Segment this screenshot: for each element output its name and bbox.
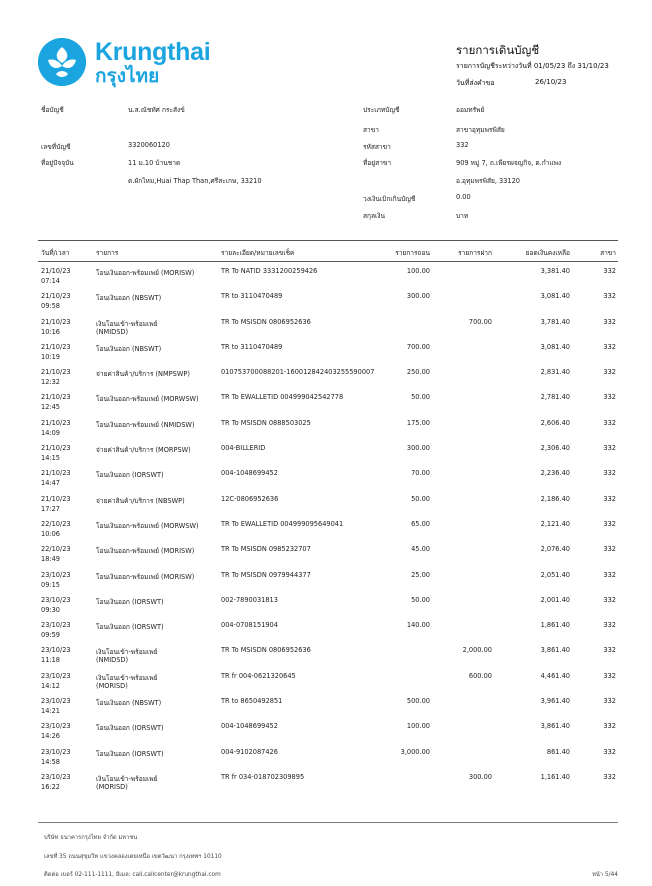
cell-time: 14:09 <box>41 428 61 437</box>
table-row <box>38 490 618 515</box>
cell-branch: 332 <box>603 671 616 680</box>
cell-time: 09:30 <box>41 605 61 614</box>
footer-company: บริษัท ธนาคารกรุงไทย จำกัด มหาชน <box>44 835 138 841</box>
cell-date: 23/10/23 <box>41 646 71 655</box>
cell-balance: 2,831.40 <box>540 368 570 377</box>
cell-date: 23/10/23 <box>41 772 71 781</box>
cell-branch: 332 <box>603 646 616 655</box>
cell-time: 09:15 <box>41 580 61 589</box>
cell-detail: 004-0708151904 <box>221 621 278 630</box>
header-withdraw: รายการถอน <box>395 249 430 257</box>
cell-time: 10:19 <box>41 352 61 361</box>
cell-branch: 332 <box>603 545 616 554</box>
cell-description: โอนเงินออก (IORSWT) <box>96 724 164 733</box>
cell-balance: 2,121.40 <box>540 519 570 528</box>
account-type-label: ประเภทบัญชี <box>363 106 400 114</box>
cell-time: 14:58 <box>41 757 61 766</box>
cell-detail: TR to 3110470489 <box>221 342 283 351</box>
cell-withdraw: 300.00 <box>406 444 430 453</box>
cell-description: โอนเงินออก (IORSWT) <box>96 597 164 606</box>
cell-time: 07:14 <box>41 277 61 285</box>
header-date: วันที่/เวลา <box>41 249 70 257</box>
cell-detail: 004-9102087426 <box>221 747 278 756</box>
footer-divider <box>38 822 618 823</box>
cell-branch: 332 <box>603 342 616 351</box>
table-row <box>38 743 618 768</box>
cell-description: โอนเงินออก-พร้อมเพย์ (MORWSW) <box>96 395 199 404</box>
table-row <box>38 667 618 692</box>
cell-balance: 2,001.40 <box>540 595 570 604</box>
cell-branch: 332 <box>603 772 616 781</box>
cell-time: 14:26 <box>41 732 61 741</box>
table-header <box>38 240 618 262</box>
cell-time: 14:21 <box>41 707 61 716</box>
cell-deposit: 700.00 <box>468 317 492 326</box>
cell-withdraw: 50.00 <box>411 393 430 402</box>
table-row <box>38 566 618 591</box>
table-row <box>38 338 618 363</box>
branch-value: สาขาอุทุมพรพิสัย <box>456 126 505 134</box>
statement-period: รายการบัญชีระหว่างวันที่ 01/05/23 ถึง 31/10/23 <box>456 62 609 70</box>
cell-detail: TR To MSISDN 0888503025 <box>221 418 311 427</box>
table-row <box>38 717 618 742</box>
cell-detail: TR fr 034-018702309895 <box>221 772 305 781</box>
cell-description-sub: (NMIDSD) <box>96 656 129 665</box>
currency-value: บาท <box>456 212 469 220</box>
cell-time: 14:15 <box>41 454 61 463</box>
overdraft-label: วงเงินเบิกเกินบัญชี <box>363 195 416 203</box>
account-number-value: 3320060120 <box>128 141 170 149</box>
cell-detail: 002-7890031813 <box>221 595 278 604</box>
issued-date-label: วันที่ส่งคำขอ <box>456 79 495 87</box>
cell-time: 12:45 <box>41 403 61 412</box>
cell-balance: 2,606.40 <box>540 418 570 427</box>
cell-description: เงินโอนเข้า-พร้อมเพย์ <box>96 648 158 657</box>
cell-description: โอนเงินออก-พร้อมเพย์ (MORISW) <box>96 547 195 556</box>
account-name-value: น.ส.ณัชทัศ กระสังข์ <box>128 106 185 114</box>
cell-description: โอนเงินออก (IORSWT) <box>96 749 164 758</box>
transactions-table <box>38 240 618 793</box>
cell-balance: 2,051.40 <box>540 570 570 579</box>
cell-branch: 332 <box>603 621 616 630</box>
cell-branch: 332 <box>603 519 616 528</box>
cell-deposit: 600.00 <box>468 671 492 680</box>
currency-label: สกุลเงิน <box>363 212 386 220</box>
table-row <box>38 692 618 717</box>
page-number: หน้า 5/44 <box>592 872 618 878</box>
cell-withdraw: 250.00 <box>406 368 430 377</box>
cell-description: โอนเงินออก (IORSWT) <box>96 623 164 632</box>
branch-code-value: 332 <box>456 141 469 149</box>
account-type-value: ออมทรัพย์ <box>456 106 485 114</box>
cell-detail: TR To NATID 3331200259426 <box>221 267 318 275</box>
cell-description: จ่ายค่าสินค้า/บริการ (NMPSWP) <box>96 370 190 379</box>
account-number-label: เลขที่บัญชี <box>41 143 71 151</box>
cell-withdraw: 50.00 <box>411 595 430 604</box>
cell-description: เงินโอนเข้า-พร้อมเพย์ <box>96 319 158 328</box>
cell-balance: 3,961.40 <box>540 697 570 706</box>
cell-time: 14:12 <box>41 681 61 690</box>
cell-withdraw: 50.00 <box>411 494 430 503</box>
brand-name <box>95 38 210 87</box>
cell-time: 10:06 <box>41 529 61 538</box>
cell-balance: 861.40 <box>546 747 570 756</box>
cell-date: 21/10/23 <box>41 292 71 301</box>
cell-date: 22/10/23 <box>41 519 71 528</box>
cell-description: โอนเงินออก (NBSWT) <box>96 344 162 353</box>
cell-detail: 004-1048699452 <box>221 722 278 731</box>
header-balance: ยอดเงินคงเหลือ <box>525 249 570 257</box>
cell-balance: 2,306.40 <box>540 444 570 453</box>
cell-branch: 332 <box>603 267 616 275</box>
cell-date: 21/10/23 <box>41 368 71 377</box>
cell-date: 21/10/23 <box>41 342 71 351</box>
cell-detail: 010753700088201-160012842403255590007 <box>221 368 375 377</box>
table-row <box>38 768 618 793</box>
cell-withdraw: 140.00 <box>406 621 430 630</box>
cell-date: 23/10/23 <box>41 747 71 756</box>
branch-address-line2: อ.อุทุมพรพิสัย, 33120 <box>456 177 520 185</box>
cell-withdraw: 500.00 <box>406 697 430 706</box>
cell-detail: 004-1048699452 <box>221 469 278 478</box>
cell-balance: 3,081.40 <box>540 292 570 301</box>
table-row <box>38 414 618 439</box>
cell-date: 21/10/23 <box>41 494 71 503</box>
cell-description-sub: (MORISD) <box>96 782 128 791</box>
cell-withdraw: 175.00 <box>406 418 430 427</box>
cell-balance: 3,861.40 <box>540 646 570 655</box>
cell-date: 21/10/23 <box>41 317 71 326</box>
cell-balance: 2,186.40 <box>540 494 570 503</box>
cell-time: 18:49 <box>41 555 61 564</box>
cell-description: โอนเงินออก-พร้อมเพย์ (MORISW) <box>96 572 195 581</box>
table-row <box>38 515 618 540</box>
cell-time: 11:18 <box>41 656 61 665</box>
cell-branch: 332 <box>603 494 616 503</box>
table-row <box>38 262 618 287</box>
cell-date: 23/10/23 <box>41 697 71 706</box>
cell-withdraw: 100.00 <box>406 722 430 731</box>
branch-code-label: รหัสสาขา <box>363 143 391 151</box>
cell-withdraw: 65.00 <box>411 519 430 528</box>
header-branch: สาขา <box>600 249 616 257</box>
table-row <box>38 439 618 464</box>
cell-description-sub: (MORISD) <box>96 681 128 690</box>
cell-date: 23/10/23 <box>41 570 71 579</box>
cell-description: โอนเงินออก (IORSWT) <box>96 471 164 480</box>
cell-branch: 332 <box>603 697 616 706</box>
cell-time: 09:58 <box>41 302 61 311</box>
table-row <box>38 616 618 641</box>
cell-description-sub: (NMIDSD) <box>96 327 129 336</box>
cell-withdraw: 100.00 <box>406 267 430 275</box>
cell-deposit: 300.00 <box>468 772 492 781</box>
address-line2: ต.ผักไหม,Huai Thap Than,ศรีสะเกษ, 33210 <box>128 177 262 185</box>
table-row <box>38 540 618 565</box>
cell-branch: 332 <box>603 747 616 756</box>
cell-description: เงินโอนเข้า-พร้อมเพย์ <box>96 774 158 783</box>
cell-balance: 3,861.40 <box>540 722 570 731</box>
cell-branch: 332 <box>603 595 616 604</box>
cell-description: เงินโอนเข้า-พร้อมเพย์ <box>96 673 158 682</box>
footer-contact: ติดต่อ เบอร์ 02-111-1111, อีเมล: call.callcenter@krungthai.com <box>44 872 221 878</box>
table-row <box>38 363 618 388</box>
cell-withdraw: 70.00 <box>411 469 430 478</box>
brand-name-en: Krungthai <box>95 38 211 66</box>
table-body <box>38 262 618 793</box>
cell-withdraw: 45.00 <box>411 545 430 554</box>
cell-withdraw: 300.00 <box>406 292 430 301</box>
cell-branch: 332 <box>603 570 616 579</box>
cell-branch: 332 <box>603 444 616 453</box>
cell-description: โอนเงินออก (NBSWT) <box>96 294 162 303</box>
cell-date: 21/10/23 <box>41 393 71 402</box>
branch-address-line1: 909 หมู่ 7, ถ.เพียรผจญกิจ, ต.กำแพง <box>456 159 562 167</box>
cell-time: 14:47 <box>41 479 61 488</box>
cell-date: 21/10/23 <box>41 469 71 478</box>
table-row <box>38 388 618 413</box>
cell-balance: 3,081.40 <box>540 342 570 351</box>
krungthai-logo-icon <box>38 38 86 86</box>
cell-detail: TR To MSISDN 0806952636 <box>221 646 311 655</box>
cell-detail: TR To EWALLETID 004999095649041 <box>221 519 344 528</box>
cell-date: 23/10/23 <box>41 595 71 604</box>
issued-date-value: 26/10/23 <box>535 78 567 86</box>
cell-branch: 332 <box>603 469 616 478</box>
cell-time: 10:16 <box>41 327 61 336</box>
overdraft-value: 0.00 <box>456 193 471 201</box>
table-row <box>38 313 618 338</box>
cell-detail: 004-BILLERID <box>221 444 266 453</box>
cell-balance: 3,381.40 <box>540 267 570 275</box>
header-description: รายการ <box>96 249 119 257</box>
cell-balance: 2,236.40 <box>540 469 570 478</box>
cell-branch: 332 <box>603 292 616 301</box>
cell-detail: TR To MSISDN 0806952636 <box>221 317 311 326</box>
cell-date: 23/10/23 <box>41 671 71 680</box>
cell-balance: 1,861.40 <box>540 621 570 630</box>
cell-balance: 1,161.40 <box>540 772 570 781</box>
cell-description: จ่ายค่าสินค้า/บริการ (NBSWP) <box>96 496 185 505</box>
table-row <box>38 641 618 666</box>
cell-balance: 2,781.40 <box>540 393 570 402</box>
cell-date: 21/10/23 <box>41 418 71 427</box>
header-detail: รายละเอียด/หมายเลขเช็ค <box>221 249 295 257</box>
cell-withdraw: 700.00 <box>406 342 430 351</box>
cell-description: จ่ายค่าสินค้า/บริการ (MORPSW) <box>96 446 191 455</box>
cell-date: 23/10/23 <box>41 621 71 630</box>
cell-description: โอนเงินออก (NBSWT) <box>96 699 162 708</box>
cell-detail: TR to 3110470489 <box>221 292 283 301</box>
cell-date: 21/10/23 <box>41 444 71 453</box>
footer-address: เลขที่ 35 ถนนสุขุมวิท แขวงคลองเตยเหนือ เขตวัฒนา กรุงเทพฯ 10110 <box>44 854 222 860</box>
branch-label: สาขา <box>363 126 379 134</box>
cell-detail: 12C-0806952636 <box>221 494 279 503</box>
cell-time: 16:22 <box>41 782 61 791</box>
cell-time: 12:32 <box>41 378 61 387</box>
cell-branch: 332 <box>603 317 616 326</box>
branch-address-label: ที่อยู่สาขา <box>363 159 392 167</box>
cell-detail: TR To MSISDN 0979944377 <box>221 570 311 579</box>
cell-balance: 2,076.40 <box>540 545 570 554</box>
cell-detail: TR fr 004-0621320645 <box>221 671 296 680</box>
header-deposit: รายการฝาก <box>458 249 492 257</box>
account-name-label: ชื่อบัญชี <box>41 106 64 114</box>
cell-branch: 332 <box>603 368 616 377</box>
document-title: รายการเดินบัญชี <box>456 43 540 57</box>
cell-date: 23/10/23 <box>41 722 71 731</box>
cell-date: 21/10/23 <box>41 267 71 275</box>
cell-balance: 3,781.40 <box>540 317 570 326</box>
cell-description: โอนเงินออก-พร้อมเพย์ (MORISW) <box>96 269 195 277</box>
cell-detail: TR To MSISDN 0985232707 <box>221 545 311 554</box>
cell-description: โอนเงินออก-พร้อมเพย์ (NMIDSW) <box>96 420 195 429</box>
cell-branch: 332 <box>603 418 616 427</box>
cell-deposit: 2,000.00 <box>462 646 492 655</box>
brand-name-th: กรุงไทย <box>95 66 160 87</box>
cell-withdraw: 3,000.00 <box>400 747 430 756</box>
cell-detail: TR to 8650492851 <box>221 697 283 706</box>
address-label: ที่อยู่ปัจจุบัน <box>41 159 74 167</box>
cell-time: 17:27 <box>41 504 61 513</box>
cell-branch: 332 <box>603 393 616 402</box>
table-row <box>38 591 618 616</box>
table-row <box>38 464 618 489</box>
cell-time: 09:59 <box>41 631 61 640</box>
cell-branch: 332 <box>603 722 616 731</box>
cell-balance: 4,461.40 <box>540 671 570 680</box>
cell-description: โอนเงินออก-พร้อมเพย์ (MORWSW) <box>96 521 199 530</box>
cell-detail: TR To EWALLETID 004999042542778 <box>221 393 344 402</box>
cell-withdraw: 25.00 <box>411 570 430 579</box>
table-row <box>38 287 618 312</box>
address-line1: 11 ม.10 บ้านชาด <box>128 159 181 167</box>
cell-date: 22/10/23 <box>41 545 71 554</box>
